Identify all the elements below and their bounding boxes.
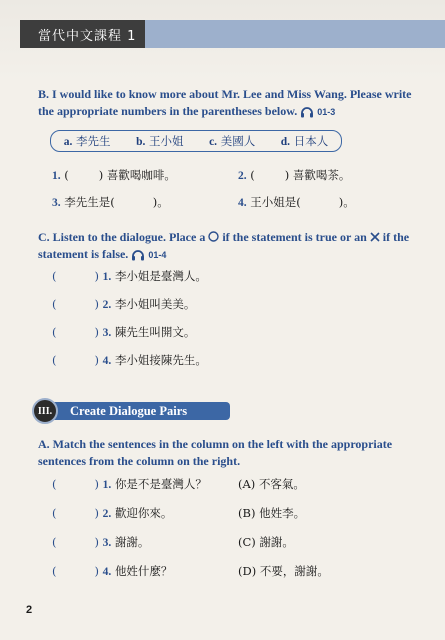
section-c-instruction: C. Listen to the dialogue. Place a if the statement is true or an if the statement is false. 01-4	[38, 230, 410, 261]
page-number: 2	[26, 604, 33, 616]
circle-icon	[208, 231, 219, 242]
match-row-4: ( ) 4. 他姓什麼？	[52, 564, 173, 578]
c-item-3: ( ) 3. 陳先生叫開文。	[52, 325, 196, 339]
match-option-d: (D) 不要，謝謝。	[238, 564, 329, 578]
cross-icon	[370, 232, 380, 242]
match-option-b: (B) 他姓李。	[238, 506, 306, 520]
option-b: b. 王小姐	[136, 134, 184, 148]
c-item-2: ( ) 2. 李小姐叫美美。	[52, 297, 196, 311]
track-number: 01-3	[317, 107, 336, 117]
match-row-2: ( ) 2. 歡迎你來。	[52, 506, 173, 520]
option-a: a. 李先生	[63, 134, 111, 148]
section-3-badge: III.	[32, 398, 58, 424]
c-item-1: ( ) 1. 李小姐是臺灣人。	[52, 269, 207, 283]
match-option-c: (C) 謝謝。	[238, 535, 294, 549]
c-item-4: ( ) 4. 李小姐接陳先生。	[52, 353, 207, 367]
option-c: c. 美國人	[209, 134, 256, 148]
section-b-label: B.	[38, 87, 50, 101]
section-3-title: Create Dialogue Pairs	[52, 402, 230, 420]
book-title: 當代中文課程 1	[38, 29, 137, 44]
section-3-header	[32, 400, 207, 422]
match-option-a: (A) 不客氣。	[238, 477, 305, 491]
header-blue-block	[145, 20, 445, 48]
option-d: d. 日本人	[280, 134, 329, 148]
section-b-text: I would like to know more about Mr. Lee and Miss Wang. Please write the appropriate numbers in the parentheses below.	[38, 87, 412, 118]
section-a-instruction: A. Match the sentences in the column on the left with the appropriate sentences from the column on the right.	[38, 437, 393, 468]
match-row-1: ( ) 1. 你是不是臺灣人？	[52, 477, 207, 491]
section-b-instruction	[38, 86, 428, 121]
section-c-label: C.	[38, 230, 50, 244]
section-a-label: A.	[38, 437, 50, 451]
options-box	[50, 130, 342, 152]
headphone-icon[interactable]	[300, 106, 314, 118]
b-item-3: 3. 李先生是( )。	[52, 195, 169, 209]
b-item-1: 1. ( ) 喜歡喝咖啡。	[52, 168, 176, 182]
match-row-3: ( ) 3. 謝謝。	[52, 535, 150, 549]
headphone-icon[interactable]	[131, 249, 145, 261]
b-item-2: 2. ( ) 喜歡喝茶。	[238, 168, 351, 182]
b-item-4: 4. 王小姐是( )。	[238, 195, 355, 209]
